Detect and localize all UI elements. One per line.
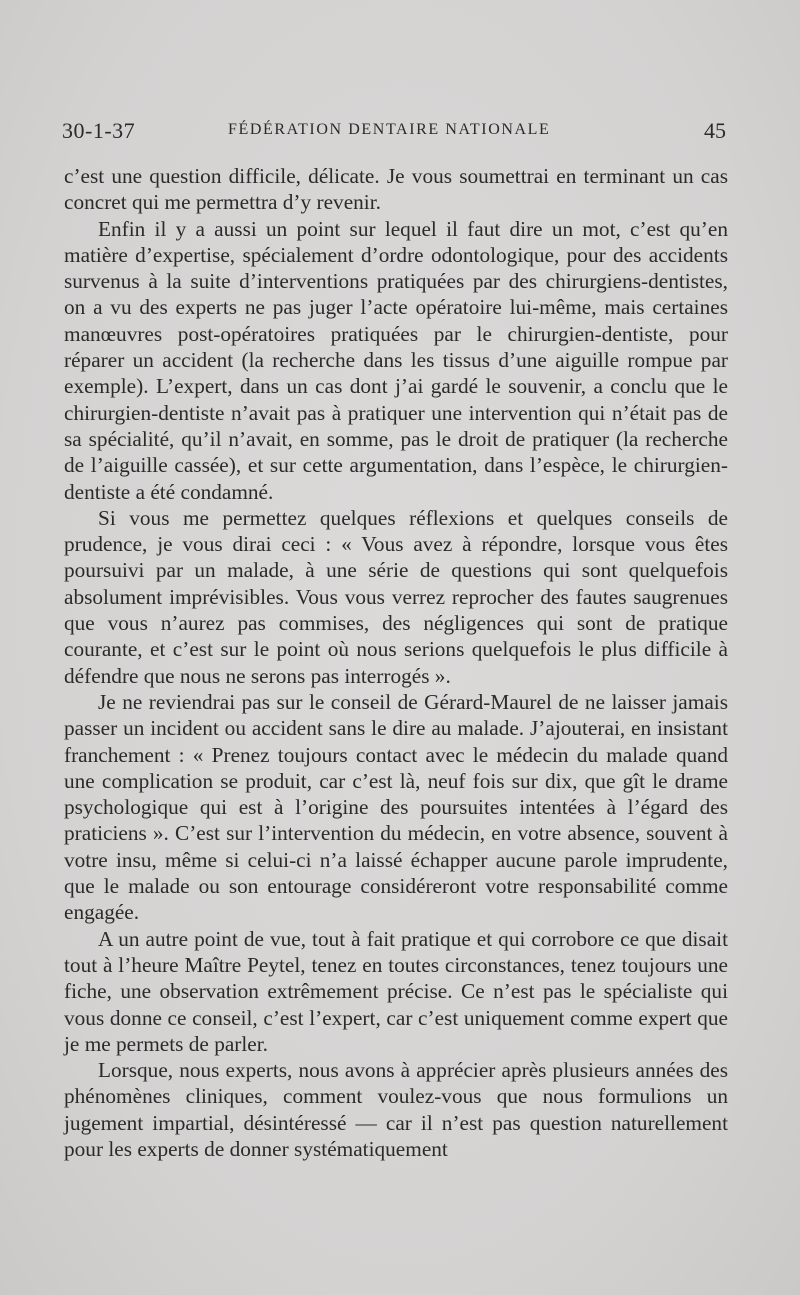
journal-title: FÉDÉRATION DENTAIRE NATIONALE bbox=[228, 121, 551, 138]
paragraph: Si vous me permettez quelques réflexions et quelques conseils de prudence, je vous dirai ceci : « Vous avez à répondre, lorsque vous êtes poursuivi par un malade, à une série de questions qui sont quelquefois absolument imprévisibles. Vous vous verrez reprocher des fautes saugrenues que vous n’aurez pas commises, des négligences qui sont de pratique courante, et c’est sur le point où nous serions quelquefois le plus difficile à défendre que nous ne serons pas interrogés ». bbox=[64, 505, 728, 688]
paragraph: c’est une question difficile, délicate. Je vous soumettrai en terminant un cas concret qui me permettra d’y revenir. bbox=[64, 164, 728, 215]
page-number: 45 bbox=[704, 118, 726, 143]
body-text bbox=[64, 163, 728, 1162]
running-header bbox=[62, 118, 728, 142]
paragraph: Lorsque, nous experts, nous avons à apprécier après plusieurs années des phénomènes cliniques, comment voulez-vous que nous formulions un jugement impartial, désintéressé — car il n’est pas question naturellement pour les experts de donner systématiquement bbox=[64, 1058, 728, 1161]
issue-date: 30-1-37 bbox=[62, 118, 136, 143]
paragraph: Enfin il y a aussi un point sur lequel il faut dire un mot, c’est qu’en matière d’expertise, spécialement d’ordre odontologique, pour des accidents survenus à la suite d’interventions pratiquées par des chirurgiens-dentistes, on a vu des experts ne pas juger l’acte opératoire lui-même, mais certaines manœuvres post-opératoires pratiquées par le chirurgien-dentiste, pour réparer un accident (la recherche dans les tissus d’une aiguille rompue par exemple). L’expert, dans un cas dont j’ai gardé le souvenir, a conclu que le chirurgien-dentiste n’avait pas à pratiquer une intervention qui n’était pas de sa spécialité, qu’il n’avait, en somme, pas le droit de pratiquer (la recherche de l’aiguille cassée), et sur cette argumentation, dans l’espèce, le chirurgien-dentiste a été condamné. bbox=[64, 216, 728, 504]
paragraph: A un autre point de vue, tout à fait pratique et qui corrobore ce que disait tout à l’heure Maître Peytel, tenez en toutes circonstances, tenez toujours une fiche, une observation extrêmement précise. Ce n’est pas le spécialiste qui vous donne ce conseil, c’est l’expert, car c’est uniquement comme expert que je me permets de parler. bbox=[64, 926, 728, 1056]
paragraph: Je ne reviendrai pas sur le conseil de Gérard-Maurel de ne laisser jamais passer un incident ou accident sans le dire au malade. J’ajouterai, en insistant franchement : « Prenez toujours contact avec le médecin du malade quand une complication se produit, car c’est là, neuf fois sur dix, que gît le drame psychologique qui est à l’origine des poursuites intentées à l’égard des praticiens ». C’est sur l’intervention du médecin, en votre absence, souvent à votre insu, même si celui-ci n’a laissé échapper aucune parole imprudente, que le malade ou son entourage considéreront votre responsabilité comme engagée. bbox=[64, 689, 728, 925]
